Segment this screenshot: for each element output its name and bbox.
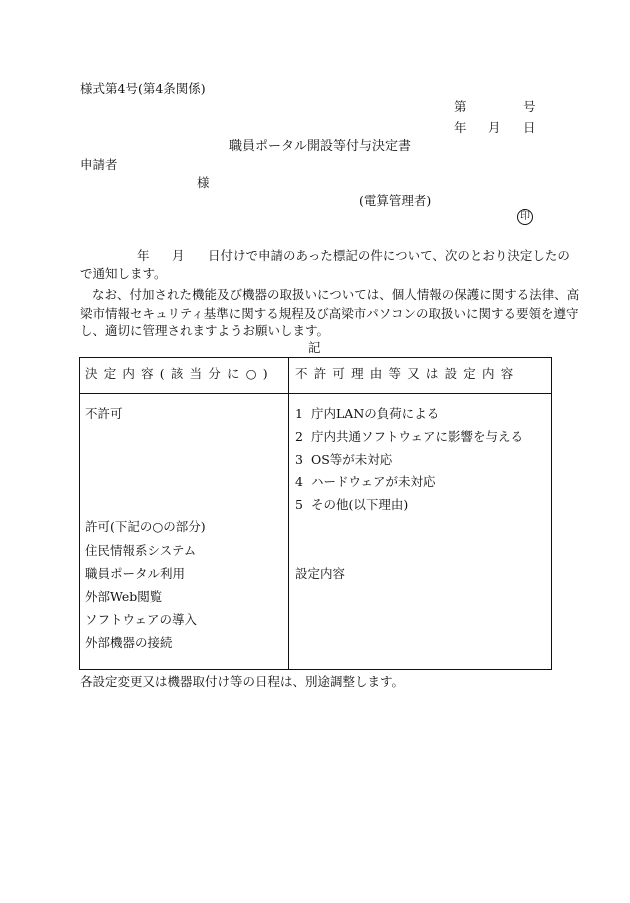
form-number: 様式第4号(第4条関係) (80, 81, 206, 96)
allow-option: 許可(下記の○の部分) (85, 519, 206, 534)
settings-label: 設定内容 (295, 566, 346, 581)
reason-number-2: 2 (295, 429, 303, 444)
reason-text-4: ハードウェアが未対応 (311, 474, 436, 489)
note-line-2: 梁市情報セキュリティ基準に関する規程及び高梁市パソコンの取扱いに関する要領を遵守 (80, 306, 579, 321)
body-line-1: 日付けで申請のあった標記の件について、次のとおり決定したの (208, 248, 570, 263)
ki-heading: 記 (308, 340, 321, 355)
table-column-divider (288, 357, 289, 670)
option-software-install: ソフトウェアの導入 (85, 612, 198, 627)
reason-text-2: 庁内共通ソフトウェアに影響を与える (311, 429, 524, 444)
number-suffix: 号 (523, 99, 536, 114)
footer-note: 各設定変更又は機器取付け等の日程は、別途調整します。 (80, 674, 405, 689)
date-day: 日 (523, 120, 536, 135)
reason-number-5: 5 (295, 497, 303, 512)
number-prefix: 第 (454, 99, 467, 114)
applicant-label: 申請者 (80, 157, 118, 172)
reason-text-3: OS等が未対応 (311, 452, 393, 467)
page-title: 職員ポータル開設等付与決定書 (229, 139, 412, 154)
date-year: 年 (454, 120, 467, 135)
body-month: 月 (172, 248, 185, 263)
deny-option: 不許可 (85, 406, 123, 421)
reason-number-1: 1 (295, 406, 303, 421)
body-year: 年 (137, 248, 150, 263)
reason-text-5: その他(以下理由) (311, 497, 409, 512)
option-resident-system: 住民情報系システム (85, 543, 197, 558)
seal-stamp: 印 (517, 209, 533, 225)
reason-number-3: 3 (295, 452, 303, 467)
honorific: 様 (197, 175, 210, 190)
table-header-divider (79, 393, 552, 394)
left-column-header: 決定内容(該当分に○) (85, 366, 274, 381)
reason-number-4: 4 (295, 474, 303, 489)
issuer-name: (電算管理者) (359, 193, 432, 208)
option-external-web: 外部Web閲覧 (85, 589, 163, 604)
option-external-device: 外部機器の接続 (85, 635, 173, 650)
note-line-3: し、適切に管理されますようお願いします。 (80, 323, 330, 338)
reason-text-1: 庁内LANの負荷による (311, 406, 440, 421)
right-column-header: 不許可理由等又は設定内容 (295, 366, 520, 381)
option-staff-portal: 職員ポータル利用 (85, 566, 186, 581)
note-line-1: なお、付加された機能及び機器の取扱いについては、個人情報の保護に関する法律、高 (92, 287, 580, 302)
date-month: 月 (488, 120, 501, 135)
body-line-2: で通知します。 (80, 266, 167, 281)
